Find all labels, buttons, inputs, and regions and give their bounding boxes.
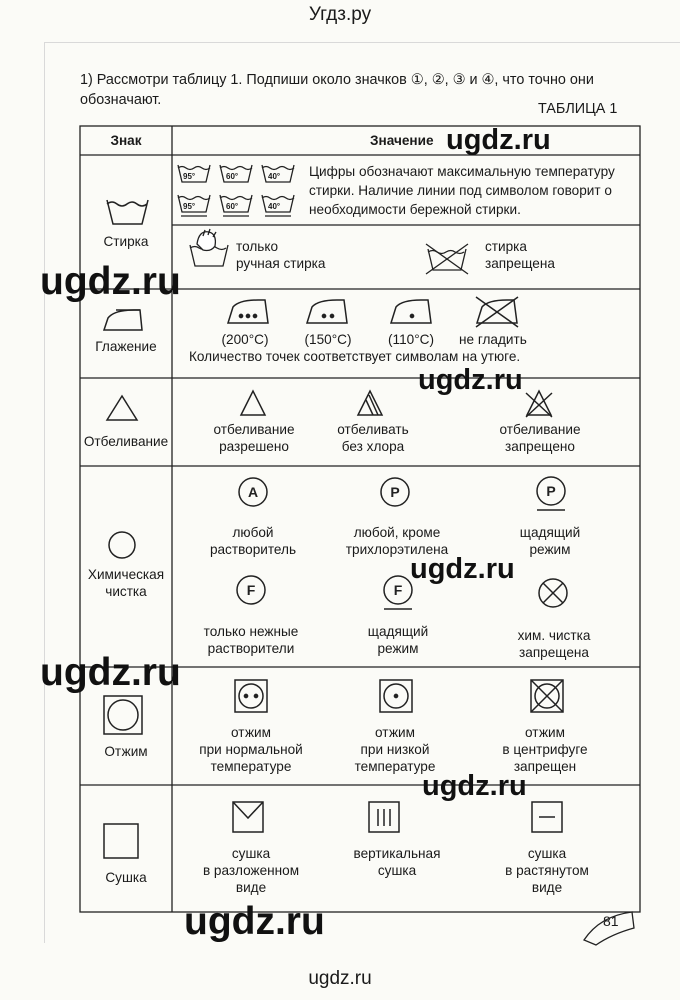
dry-hang-icon	[532, 802, 562, 832]
spin-low-l2: при низкой	[360, 742, 430, 757]
watermark: ugdz.ru	[422, 770, 527, 802]
wash-tub-icon	[107, 200, 148, 224]
task-text: 1) Рассмотри таблицу 1. Подпиши около значков ①, ②, ③ и ④, что точно они обозначают.	[80, 72, 594, 108]
dry-hang-l1: сушка	[527, 846, 567, 861]
dry-vertical-l1: вертикальная	[353, 846, 441, 861]
spin-low-l1: отжим	[375, 725, 415, 740]
bleach-forbidden-icon	[526, 391, 552, 417]
any-solvent-l2: растворитель	[209, 542, 297, 557]
dry-clean-label-l1: Химическая	[87, 567, 165, 582]
watermark: ugdz.ru	[40, 651, 181, 694]
dry-flat-l1: сушка	[231, 846, 271, 861]
bleach-label: Отбеливание	[83, 434, 169, 449]
col-sign-header: Знак	[110, 133, 142, 148]
gentle-l1: щадящий	[519, 525, 581, 540]
gentle-l2: режим	[529, 542, 571, 557]
solvent-f-gentle-letter: F	[393, 582, 403, 598]
bleach-triangle-icon	[107, 396, 137, 420]
spin-normal-l1: отжим	[231, 725, 271, 740]
dry-flat-l2: в разложенном	[202, 863, 300, 878]
hand-wash-icon	[190, 229, 228, 266]
dry-vertical-icon	[369, 802, 399, 832]
watermark: ugdz.ru	[418, 364, 523, 396]
spin-square-icon	[104, 696, 142, 734]
wash-label: Стирка	[103, 234, 149, 249]
page-number: 81	[603, 913, 619, 929]
iron-icon	[104, 310, 142, 330]
bleach-no-chlorine-l1: отбеливать	[337, 422, 409, 437]
dry-vertical-l2: сушка	[377, 863, 417, 878]
no-iron-label: не гладить	[459, 332, 527, 347]
dry-flat-icon	[233, 802, 263, 832]
temp-60: 60°	[226, 172, 239, 181]
spin-normal-l3: температуре	[210, 759, 292, 774]
dry-clean-label-l2: чистка	[105, 584, 147, 599]
bleach-forbidden-l1: отбеливание	[499, 422, 581, 437]
dry-flat-l3: виде	[235, 880, 267, 895]
spin-label: Отжим	[104, 744, 148, 759]
spin-normal-l2: при нормальной	[199, 742, 303, 757]
any-solvent-l1: любой	[232, 525, 274, 540]
bleach-allowed-l1: отбеливание	[213, 422, 295, 437]
no-spin-l2: в центрифуге	[502, 742, 588, 757]
temp-95-gentle: 95°	[183, 202, 196, 211]
bleach-allowed-l2: разрешено	[219, 439, 289, 454]
bleach-no-chlorine-icon	[358, 391, 382, 415]
iron-110-icon	[391, 300, 431, 323]
no-spin-icon	[531, 680, 563, 712]
watermark: ugdz.ru	[40, 260, 181, 303]
iron-200-label: (200°C)	[221, 332, 269, 347]
no-spin-l3: запрещен	[513, 759, 577, 774]
temp-60-gentle: 60°	[226, 202, 239, 211]
table-title: ТАБЛИЦА 1	[538, 101, 618, 117]
any-except-l2: трихлорэтилена	[345, 542, 449, 557]
dry-hang-l2: в растянутом	[505, 863, 589, 878]
gentle-f-l1: щадящий	[367, 624, 429, 639]
gentle-f-l2: режим	[377, 641, 419, 656]
solvent-p-gentle-letter: P	[546, 483, 556, 499]
only-gentle-l2: растворители	[207, 641, 295, 656]
spin-low-icon	[380, 680, 412, 712]
site-footer: ugdz.ru	[308, 968, 372, 989]
only-gentle-l1: только нежные	[203, 624, 299, 639]
bleach-allowed-icon	[241, 391, 265, 415]
no-dry-clean-icon	[539, 579, 567, 607]
spin-normal-icon	[235, 680, 267, 712]
temp-40-gentle: 40°	[268, 202, 281, 211]
temp-40: 40°	[268, 172, 281, 181]
iron-200-icon	[228, 300, 268, 323]
dry-square-icon	[104, 824, 138, 858]
spin-low-l3: температуре	[354, 759, 436, 774]
dry-clean-circle-icon	[109, 532, 135, 558]
watermark: ugdz.ru	[410, 553, 515, 585]
dry-clean-forbidden-l1: хим. чистка	[517, 628, 591, 643]
hand-wash-l2: ручная стирка	[236, 256, 326, 271]
wash-temp-text: Цифры обозначают максимальную температуру стирки. Наличие линии под символом говорит о необходимости бережной стирки.	[309, 164, 615, 217]
no-wash-l1: стирка	[485, 239, 527, 254]
iron-150-icon	[307, 300, 347, 323]
no-spin-l1: отжим	[525, 725, 565, 740]
iron-150-label: (150°C)	[304, 332, 352, 347]
solvent-a-letter: A	[247, 484, 259, 500]
bleach-no-chlorine-l2: без хлора	[341, 439, 405, 454]
any-except-l1: любой, кроме	[353, 525, 441, 540]
dry-hang-l3: виде	[531, 880, 563, 895]
iron-label: Глажение	[95, 339, 157, 354]
dry-clean-forbidden-l2: запрещена	[519, 645, 589, 660]
col-meaning-header: Значение	[370, 133, 434, 148]
watermark: ugdz.ru	[446, 124, 551, 156]
bleach-forbidden-l2: запрещено	[505, 439, 575, 454]
solvent-p-letter: P	[390, 484, 400, 500]
iron-110-label: (110°C)	[388, 332, 434, 347]
hand-wash-l1: только	[236, 239, 279, 254]
site-header: Угдз.ру	[308, 4, 372, 25]
solvent-f-letter: F	[246, 582, 256, 598]
no-iron-icon	[476, 297, 518, 327]
temp-95: 95°	[183, 172, 196, 181]
no-wash-l2: запрещена	[485, 256, 555, 271]
watermark: ugdz.ru	[184, 900, 325, 943]
no-wash-icon	[426, 244, 468, 274]
dry-label: Сушка	[105, 870, 147, 885]
iron-note: Количество точек соответствует символам на утюге.	[189, 349, 521, 364]
